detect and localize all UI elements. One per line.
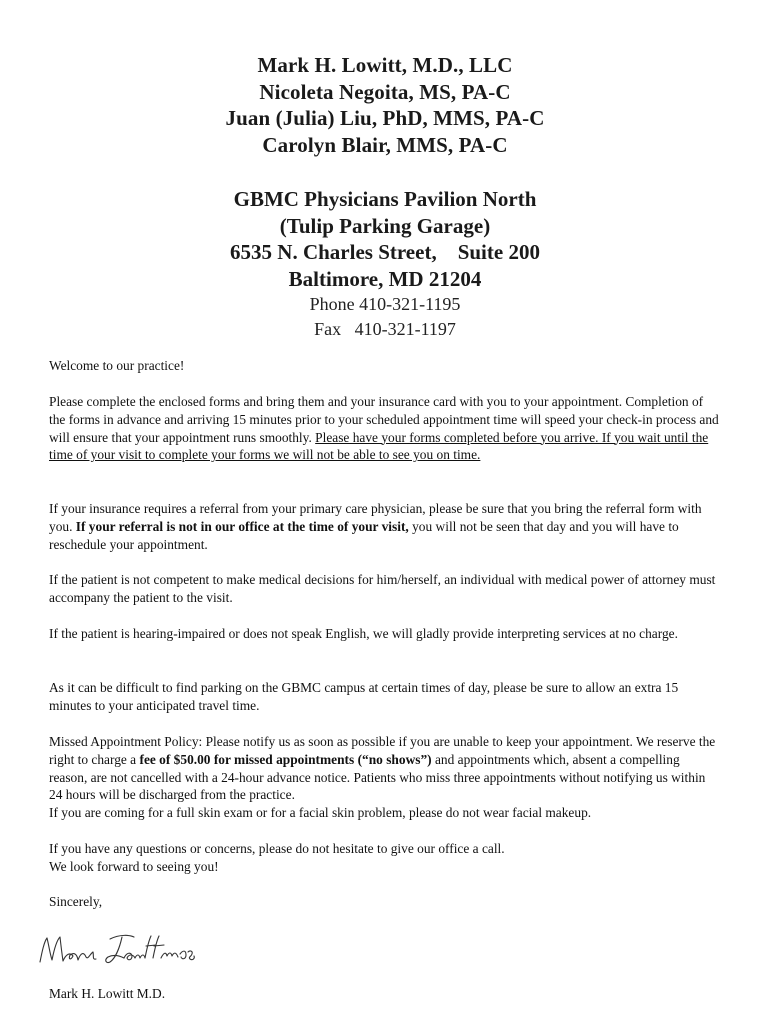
building-name: GBMC Physicians Pavilion North (233, 187, 537, 211)
city-state-zip: Baltimore, MD 21204 (288, 266, 482, 291)
paragraph-missed-appointment: Missed Appointment Policy: Please notify us as soon as possible if you are unable to keep your appointment. We reserve the right to charge a fee of $50.00 for missed appointments (“no shows”) and appointments which, absent a compelling reason, are not cancelled with a 24-hour advance notice. Patients who miss three appointments without notifying us within 24 hours will be discharged from the practice. If you are coming for a full skin exam or for a facial skin problem, please do not wear facial makeup. (49, 733, 719, 822)
letterhead-names (0, 52, 770, 158)
missed-fee: fee of $50.00 for missed appointments (“no shows”) (139, 751, 432, 767)
phone-number: Phone 410-321-1195 (309, 294, 461, 314)
parking-note: (Tulip Parking Garage) (279, 213, 491, 238)
paragraph-parking: As it can be difficult to find parking on the GBMC campus at certain times of day, please be sure to allow an extra 15 minutes to your anticipated travel time. (49, 680, 679, 713)
street-address: 6535 N. Charles Street, Suite 200 (230, 240, 540, 264)
paragraph-power-of-attorney: If the patient is not competent to make medical decisions for him/herself, an individual with medical power of attorney must accompany the patient to the visit. (49, 572, 716, 605)
handwritten-signature (30, 924, 200, 974)
paragraph-forms: Please complete the enclosed forms and bring them and your insurance card with you to your appointment. Completion of the forms in advance and arriving 15 minutes prior to your scheduled appointment time will speed your check-in process and will ensure that your appointment runs smoothly. Please have your forms completed before you arrive. If you wait until the time of your visit to complete your forms we will not be able to see you on time. (49, 394, 719, 463)
forms-warning: Please have your forms completed before you arrive. If you wait until the time of your visit to complete your forms we will not be able to see you on time. (49, 429, 709, 463)
provider-name: Juan (Julia) Liu, PhD, MMS, PA-C (225, 106, 545, 130)
closing: Sincerely, (49, 894, 103, 909)
paragraph-referral: If your insurance requires a referral from your primary care physician, please be sure that you bring the referral form with you. If your referral is not in our office at the time of your visit, you will not be seen that day and you will have to reschedule your appointment. (49, 501, 702, 552)
fax-number: Fax 410-321-1197 (314, 319, 456, 339)
referral-warning: If your referral is not in our office at the time of your visit, (75, 518, 409, 534)
signer-name: Mark H. Lowitt M.D. (49, 986, 166, 1001)
paragraph-questions: If you have any questions or concerns, please do not hesitate to give our office a call. We look forward to seeing you! (49, 841, 505, 874)
provider-name: Nicoleta Negoita, MS, PA-C (259, 79, 511, 104)
paragraph-interpreting: If the patient is hearing-impaired or does not speak English, we will gladly provide interpreting services at no charge. (49, 626, 678, 641)
provider-name: Carolyn Blair, MMS, PA-C (262, 132, 508, 157)
letterhead-address (0, 186, 770, 342)
greeting: Welcome to our practice! (49, 358, 185, 373)
practice-name: Mark H. Lowitt, M.D., LLC (257, 53, 513, 77)
makeup-note: If you are coming for a full skin exam or for a facial skin problem, please do not wear facial makeup. (49, 805, 592, 821)
